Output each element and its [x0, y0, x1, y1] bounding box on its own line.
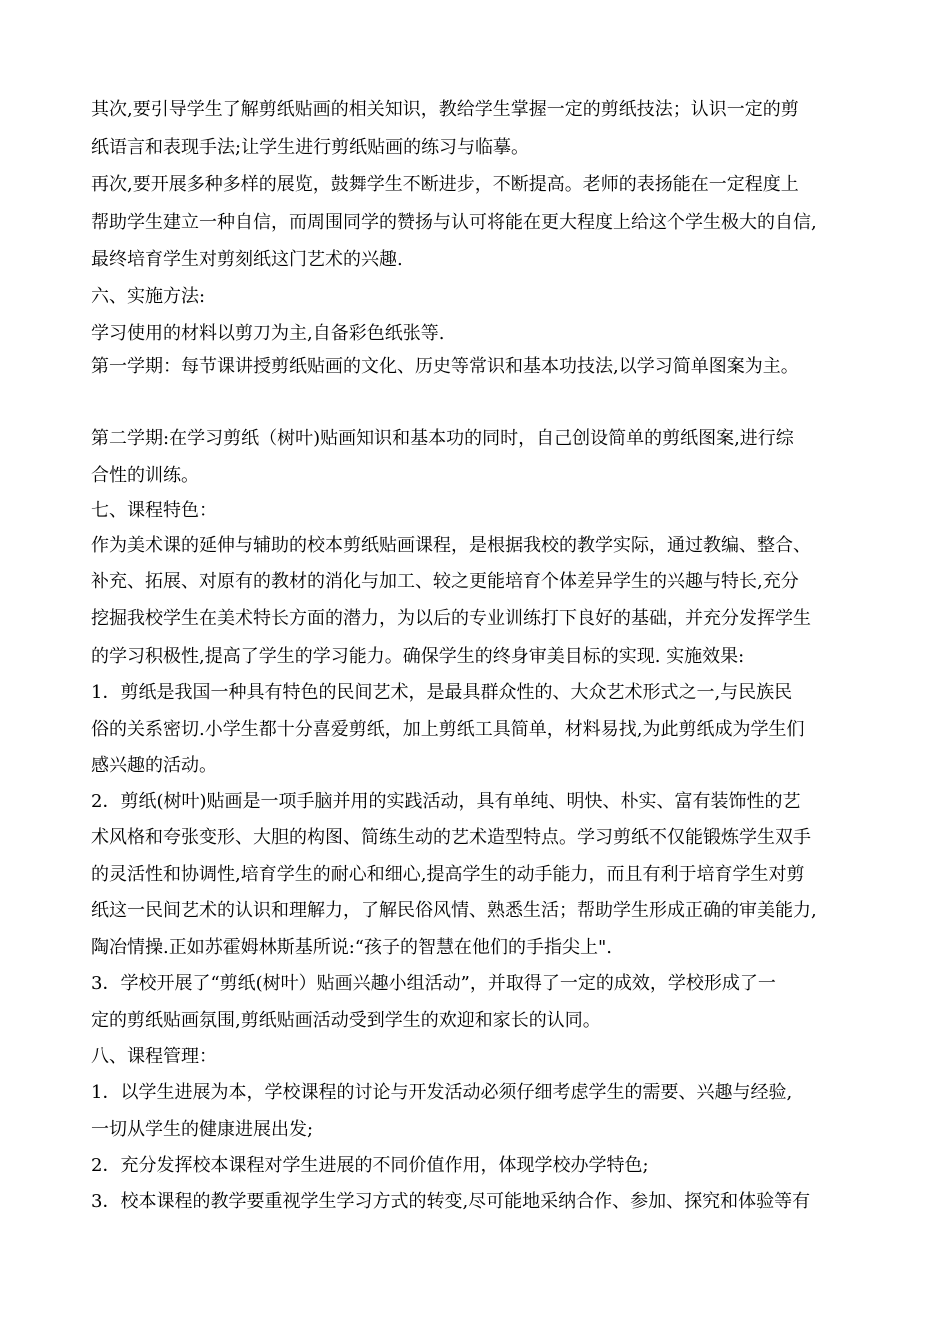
text-line: 定的剪纸贴画氛围,剪纸贴画活动受到学生的欢迎和家长的认同。: [91, 1010, 601, 1031]
text-line: 2．剪纸(树叶)贴画是一项手脑并用的实践活动，具有单纯、明快、朴实、富有装饰性的艺: [91, 791, 801, 812]
text-line: 补充、拓展、对原有的教材的消化与加工、较之更能培育个体差异学生的兴趣与特长,充分: [91, 571, 799, 592]
text-line: 3．校本课程的教学要重视学生学习方式的转变,尽可能地采纳合作、参加、探究和体验等有: [91, 1191, 811, 1212]
text-line: 俗的关系密切.小学生都十分喜爱剪纸，加上剪纸工具简单，材料易找,为此剪纸成为学生们: [91, 719, 805, 740]
text-line: 第一学期：每节课讲授剪纸贴画的文化、历史等常识和基本功技法,以学习简单图案为主。: [91, 356, 799, 377]
text-line: 的学习积极性,提高了学生的学习能力。确保学生的终身审美目标的实现. 实施效果:: [91, 646, 745, 667]
text-line: 感兴趣的活动。: [91, 755, 217, 776]
text-line: 3．学校开展了“剪纸(树叶）贴画兴趣小组活动”，并取得了一定的成效，学校形成了一: [91, 973, 776, 994]
text-line: 术风格和夸张变形、大胆的构图、简练生动的艺术造型特点。学习剪纸不仅能锻炼学生双手: [91, 827, 811, 848]
text-line: 挖掘我校学生在美术特长方面的潜力，为以后的专业训练打下良好的基础，并充分发挥学生: [91, 608, 811, 629]
section-heading: 八、课程管理：: [91, 1046, 217, 1067]
text-line: 学习使用的材料以剪刀为主,自备彩色纸张等.: [91, 323, 445, 344]
text-line: 最终培育学生对剪刻纸这门艺术的兴趣.: [91, 249, 403, 270]
text-line: 第二学期:在学习剪纸（树叶)贴画知识和基本功的同时，自己创设简单的剪纸图案,进行综: [91, 428, 794, 449]
text-line: 一切从学生的健康进展出发;: [91, 1119, 314, 1140]
text-line: 再次,要开展多种多样的展览，鼓舞学生不断进步，不断提高。老师的表扬能在一定程度上: [91, 174, 799, 195]
text-line: 其次,要引导学生了解剪纸贴画的相关知识，教给学生掌握一定的剪纸技法；认识一定的剪: [91, 99, 799, 120]
text-line: 陶冶情操.正如苏霍姆林斯基所说:“孩子的智慧在他们的手指尖上".: [91, 937, 612, 958]
text-line: 1．剪纸是我国一种具有特色的民间艺术，是最具群众性的、大众艺术形式之一,与民族民: [91, 682, 793, 703]
text-line: 1．以学生进展为本，学校课程的讨论与开发活动必须仔细考虑学生的需要、兴趣与经验,: [91, 1082, 793, 1103]
section-heading: 七、课程特色：: [91, 500, 217, 521]
text-line: 作为美术课的延伸与辅助的校本剪纸贴画课程，是根据我校的教学实际，通过教编、整合、: [91, 535, 811, 556]
text-line: 纸这一民间艺术的认识和理解力，了解民俗风情、熟悉生活；帮助学生形成正确的审美能力,: [91, 900, 817, 921]
text-line: 帮助学生建立一种自信，而周围同学的赞扬与认可将能在更大程度上给这个学生极大的自信,: [91, 212, 817, 233]
text-line: 2．充分发挥校本课程对学生进展的不同价值作用，体现学校办学特色;: [91, 1155, 649, 1176]
text-line: 的灵活性和协调性,培育学生的耐心和细心,提高学生的动手能力，而且有利于培育学生对剪: [91, 864, 805, 885]
text-line: 合性的训练。: [91, 465, 199, 486]
text-line: 纸语言和表现手法;让学生进行剪纸贴画的练习与临摹。: [91, 137, 530, 158]
section-heading: 六、实施方法:: [91, 286, 206, 307]
